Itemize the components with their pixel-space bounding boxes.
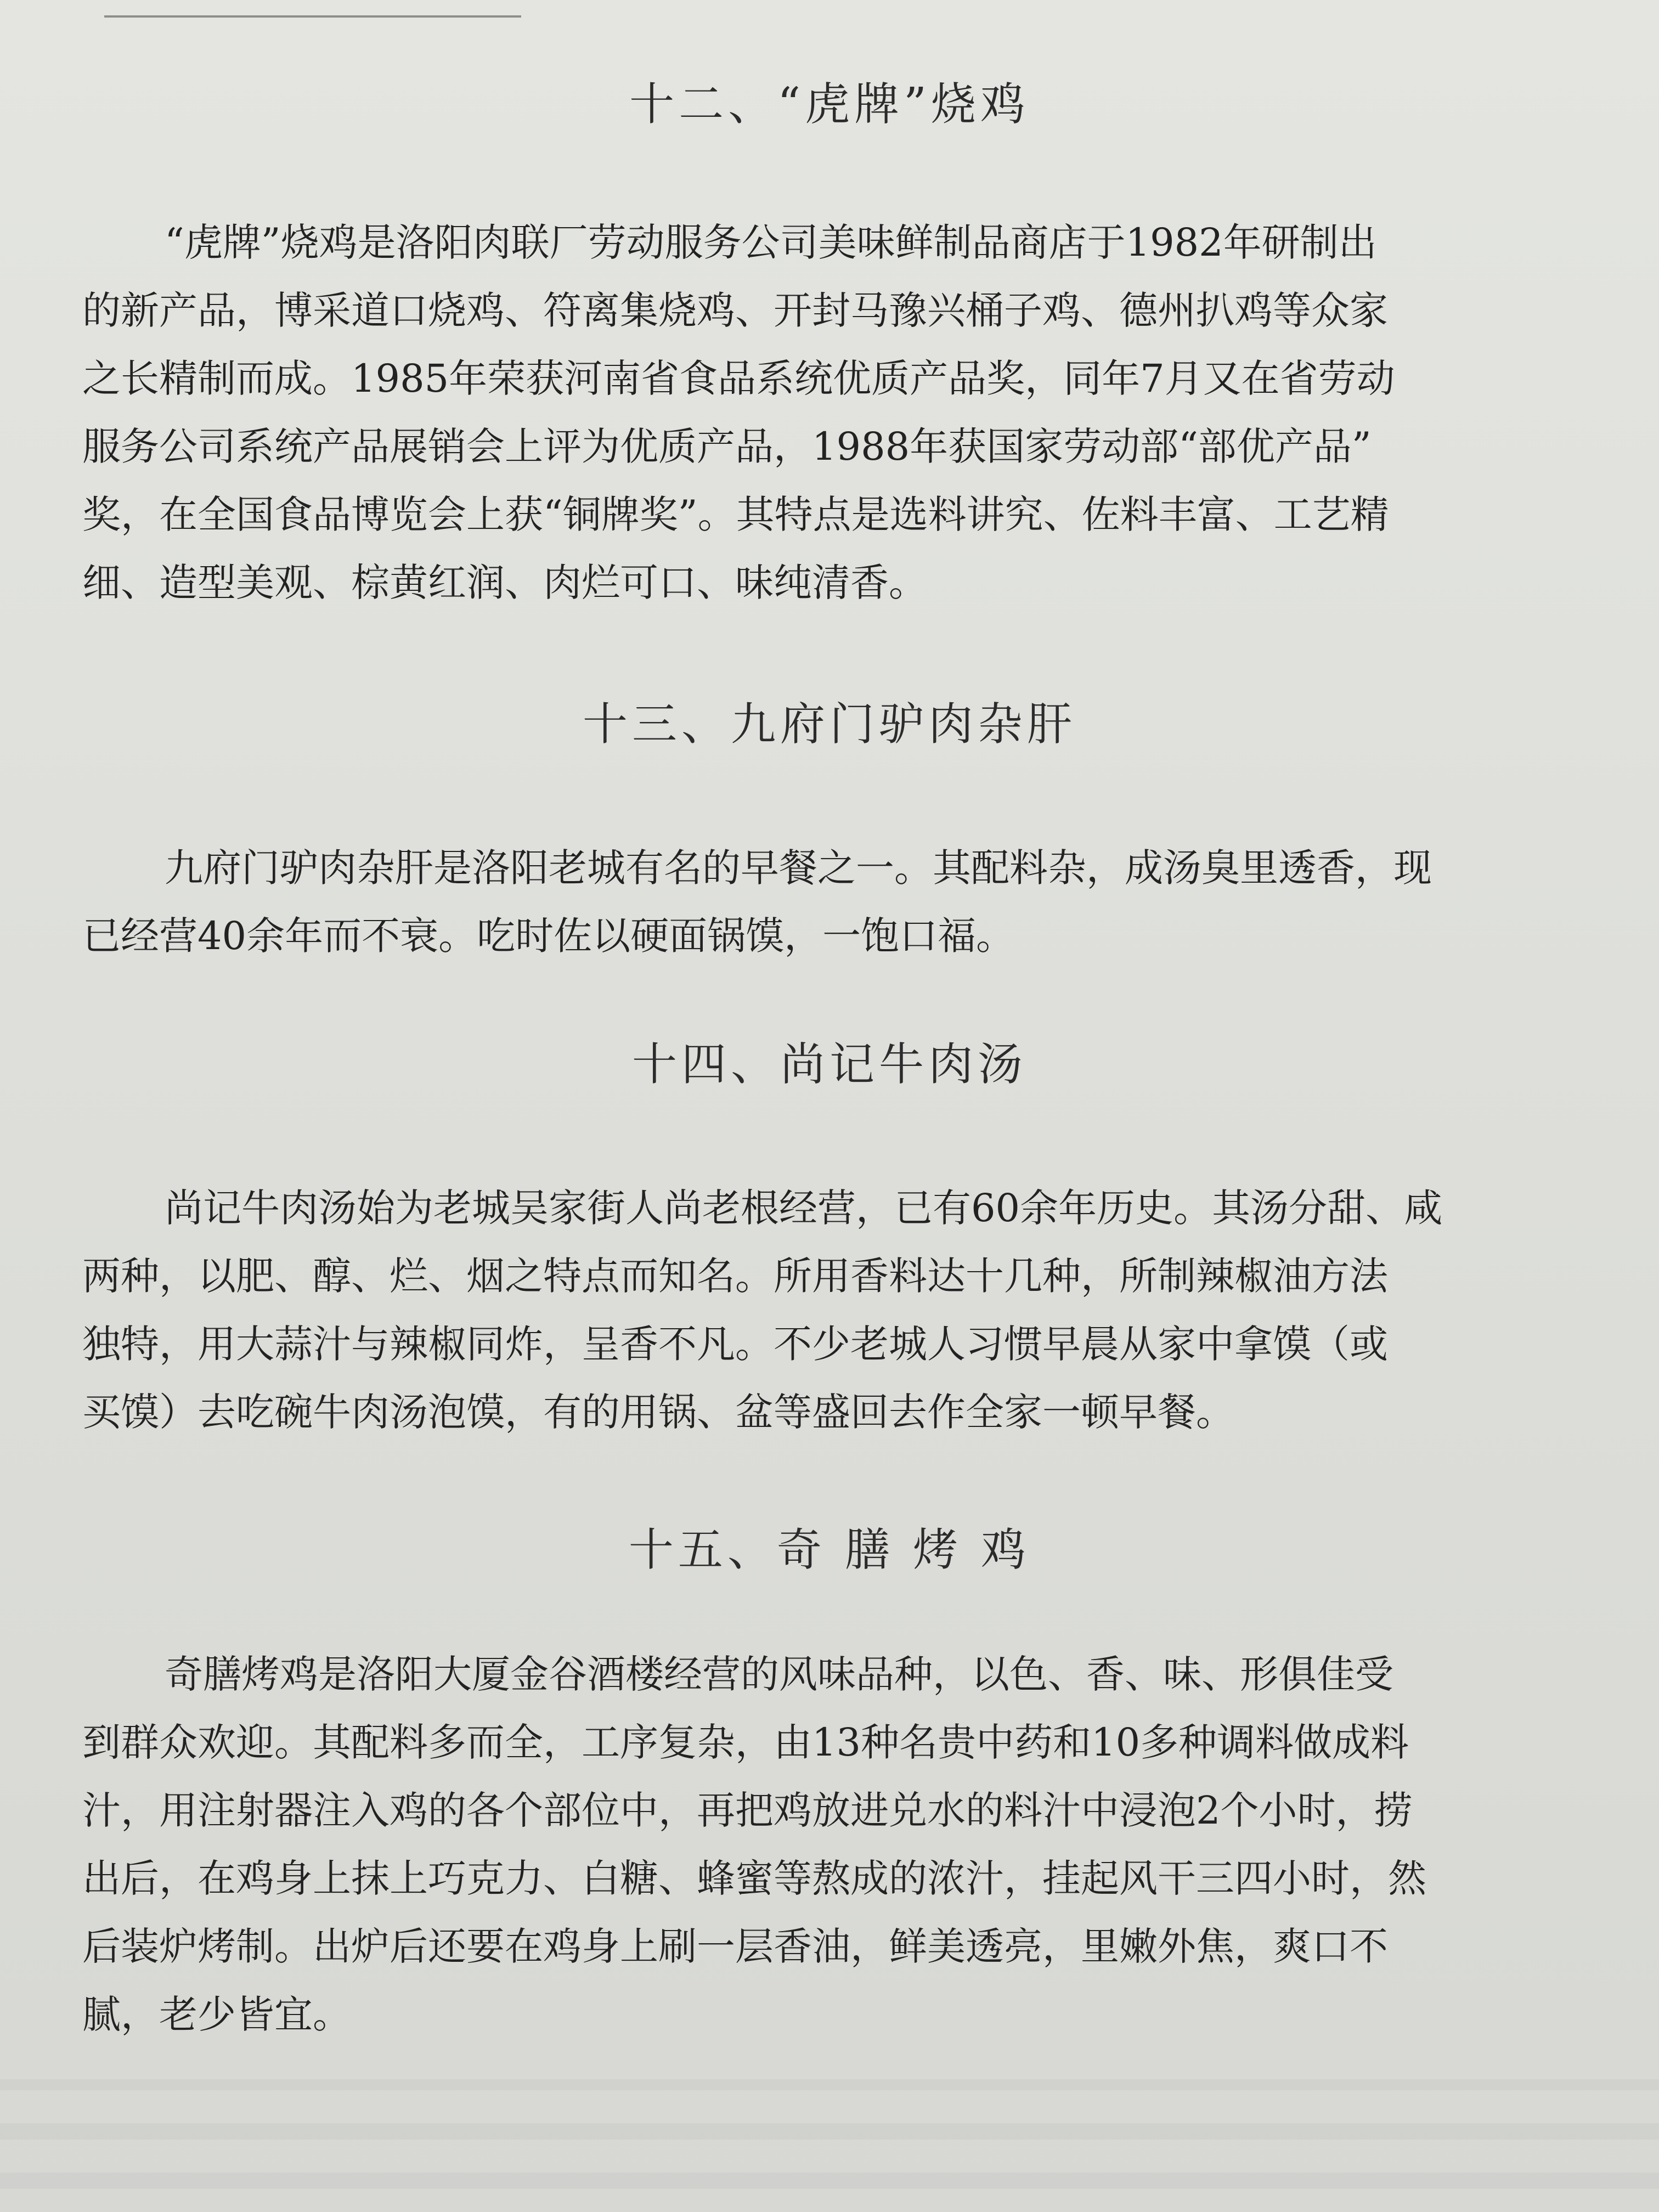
- paragraph-line: 两种，以肥、醇、烂、烟之特点而知名。所用香料达十几种，所制辣椒油方法: [82, 1254, 1388, 1299]
- section-15-heading: 十五、奇 膳 烤 鸡: [628, 1524, 1031, 1576]
- section-14-paragraph: [82, 1174, 1602, 1446]
- paragraph-line: 买馍）去吃碗牛肉汤泡馍，有的用锅、盆等盛回去作全家一顿早餐。: [82, 1390, 1234, 1435]
- paragraph-line: 九府门驴肉杂肝是洛阳老城有名的早餐之一。其配料杂，成汤臭里透香，现: [165, 845, 1432, 890]
- section-14-heading: 十四、尚记牛肉汤: [631, 1039, 1027, 1091]
- section-13-paragraph: [82, 834, 1602, 970]
- page-show-through: [0, 2079, 1659, 2189]
- top-rule: [104, 15, 521, 18]
- paragraph-line: 细、造型美观、棕黄红润、肉烂可口、味纯清香。: [82, 560, 927, 605]
- section-12-paragraph: [82, 208, 1602, 617]
- paragraph-line: 腻，老少皆宜。: [82, 1992, 351, 2037]
- paragraph-line: 出后，在鸡身上抹上巧克力、白糖、蜂蜜等熬成的浓汁，挂起风干三四小时，然: [82, 1856, 1426, 1901]
- paragraph-line: 汁，用注射器注入鸡的各个部位中，再把鸡放进兑水的料汁中浸泡2个小时，捞: [82, 1788, 1413, 1833]
- paragraph-line: 之长精制而成。1985年荣获河南省食品系统优质产品奖，同年7月又在省劳动: [82, 356, 1395, 401]
- paragraph-line: 到群众欢迎。其配料多而全，工序复杂，由13种名贵中药和10多种调料做成料: [82, 1720, 1409, 1765]
- paragraph-line: 尚记牛肉汤始为老城吴家街人尚老根经营，已有60余年历史。其汤分甜、咸: [165, 1186, 1443, 1231]
- paragraph-line: 的新产品，博采道口烧鸡、符离集烧鸡、开封马豫兴桶子鸡、德州扒鸡等众家: [82, 288, 1388, 333]
- section-13-heading: 十三、九府门驴肉杂肝: [582, 698, 1076, 751]
- paragraph-line: 后装炉烤制。出炉后还要在鸡身上刷一层香油，鲜美透亮，里嫩外焦，爽口不: [82, 1924, 1388, 1969]
- paragraph-line: “虎牌”烧鸡是洛阳肉联厂劳动服务公司美味鲜制品商店于1982年研制出: [165, 220, 1377, 265]
- paragraph-line: 奖，在全国食品博览会上获“铜牌奖”。其特点是选料讲究、佐料丰富、工艺精: [82, 492, 1389, 537]
- paragraph-line: 独特，用大蒜汁与辣椒同炸，呈香不凡。不少老城人习惯早晨从家中拿馍（或: [82, 1322, 1388, 1367]
- section-15-paragraph: [82, 1640, 1602, 2049]
- paragraph-line: 服务公司系统产品展销会上评为优质产品，1988年获国家劳动部“部优产品”: [82, 424, 1372, 469]
- paragraph-line: 已经营40余年而不衰。吃时佐以硬面锅馍，一饱口福。: [82, 913, 1015, 958]
- section-12-heading: 十二、“虎牌”烧鸡: [629, 78, 1030, 131]
- paragraph-line: 奇膳烤鸡是洛阳大厦金谷酒楼经营的风味品种，以色、香、味、形俱佳受: [165, 1652, 1393, 1697]
